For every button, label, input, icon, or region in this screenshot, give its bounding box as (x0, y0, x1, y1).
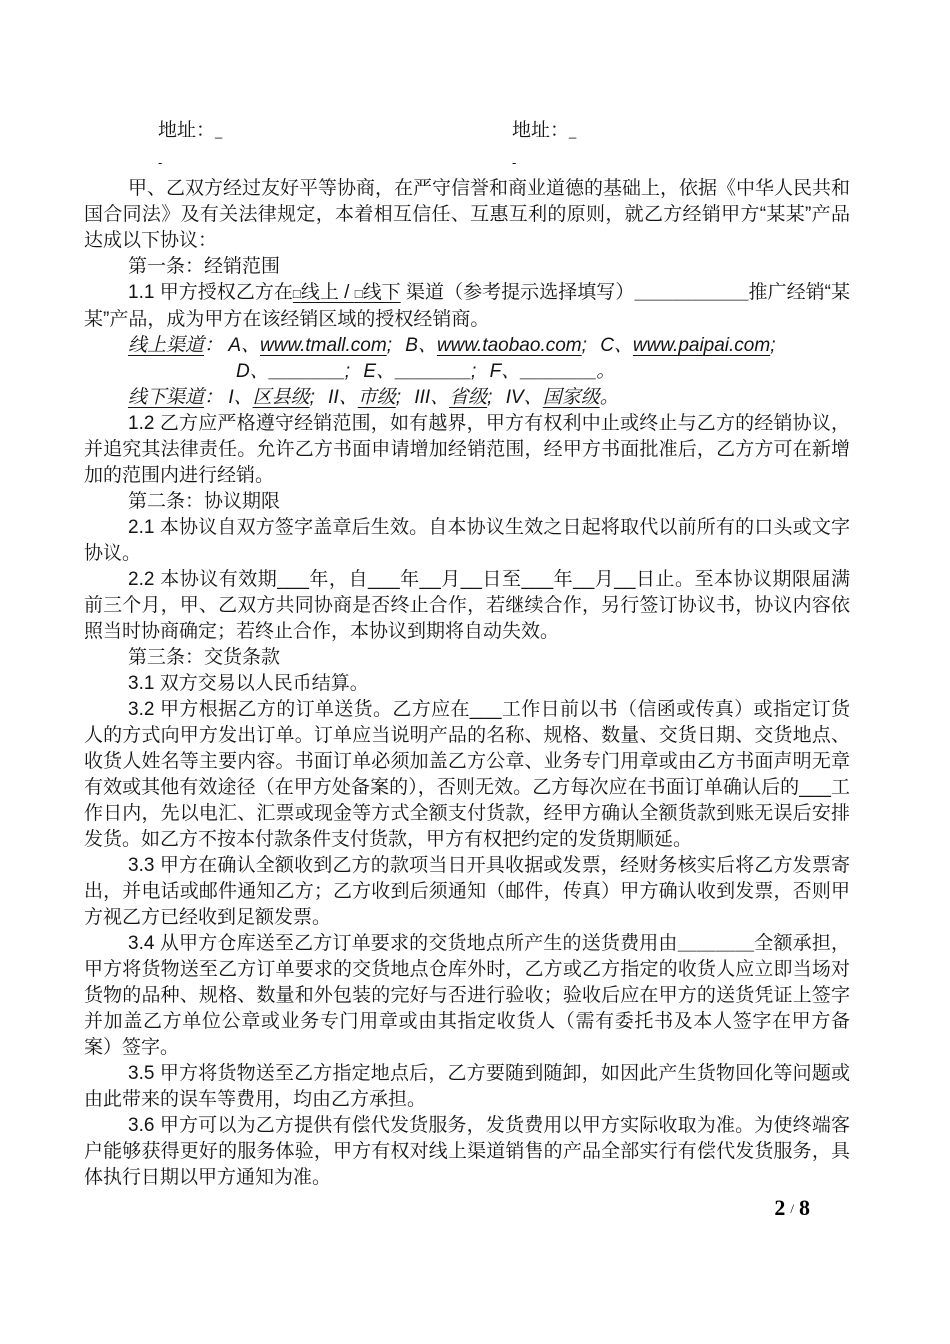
preamble-paragraph: 甲、乙双方经过友好平等协商，在严守信誉和商业道德的基础上，依据《中华人民共和国合同法》及有关法律规定，本着相互信任、互惠互利的原则，就乙方经销甲方“某某”产品达成以下协议： (84, 178, 851, 251)
checkbox-offline-icon: □ (354, 286, 363, 301)
online-channel-item: A、www.tmall.com; (228, 335, 392, 356)
option-online-label: 线上 (300, 282, 339, 303)
page-number-total: 8 (799, 1195, 810, 1220)
address-blank-left: _ (215, 124, 223, 139)
clause-1-1-prefix: 1.1 甲方授权乙方在 (128, 282, 293, 303)
address-cont-left: - (158, 155, 163, 170)
clause-3-5: 3.5 甲方将货物送至乙方指定地点后，乙方要随到随卸，如因此产生货物回化等问题或由此带来的误车等费用，均由乙方承担。 (84, 1063, 850, 1110)
online-channels-label: 线上渠道 (128, 335, 205, 356)
checkbox-online-icon: □ (292, 286, 301, 301)
clause-3-1: 3.1 双方交易以人民币结算。 (128, 673, 369, 694)
address-label-left: 地址： (158, 120, 216, 141)
channel-blank: ＿＿＿＿ (268, 361, 345, 382)
offline-channel-item: III、省级; (414, 387, 493, 408)
clause-3-6: 3.6 甲方可以为乙方提供有偿代发货服务，发货费用以甲方实际收取为准。为使终端客户能够获得更好的服务体验，甲方有权对线上渠道销售的产品全部实行有偿代发货服务，具体执行日期以甲方通知为准。 (84, 1115, 850, 1188)
address-cont-right: - (512, 155, 517, 170)
offline-channel-item: IV、国家级。 (505, 387, 619, 408)
page-number (84, 1195, 850, 1222)
channel-tier: 市级 (357, 387, 396, 408)
online-channel-item: B、www.taobao.com; (405, 335, 587, 356)
online-channel-blank-item: E、＿＿＿＿; (363, 361, 477, 382)
channel-tier: 省级 (449, 387, 488, 408)
section-3-heading: 第三条：交货条款 (128, 647, 281, 668)
document-body (84, 118, 850, 1222)
section-2-heading: 第二条：协议期限 (128, 491, 281, 512)
channel-blank: ＿＿＿＿ (520, 361, 597, 382)
online-channels-extra-line (84, 359, 850, 385)
offline-channels-line (84, 385, 850, 411)
clause-3-3: 3.3 甲方在确认全额收到乙方的款项当日开具收据或发票，经财务核实后将乙方发票寄出，并电话或邮件通知乙方；乙方收到后须通知（邮件，传真）甲方确认收到发票，否则甲方视乙方已经收到足额发票。 (84, 855, 850, 928)
offline-channel-item: II、市级; (328, 387, 402, 408)
address-blank-right: _ (569, 124, 577, 139)
channel-blank: ＿＿＿＿ (395, 361, 472, 382)
offline-channels-label: 线下渠道 (128, 387, 205, 408)
clause-2-1: 2.1 本协议自双方签字盖章后生效。自本协议生效之日起将取代以前所有的口头或文字协议。 (84, 517, 850, 564)
address-row (84, 118, 850, 144)
options-slash: / (338, 282, 355, 303)
channel-url: www.tmall.com (260, 335, 387, 356)
page-number-separator: / (790, 1201, 794, 1216)
clause-3-4: 3.4 从甲方仓库送至乙方订单要求的交货地点所产生的送货费用由＿＿＿＿全额承担，甲方将货物送至乙方订单要求的交货地点仓库外时，乙方或乙方指定的收货人应立即当场对货物的品种、规格、数量和外包装的完好与否进行验收；验收后应在甲方的送货凭证上签字并加盖乙方单位公章或业务专门用章或由其指定收货人（需有委托书及本人签字在甲方备案）签字。 (84, 933, 850, 1058)
online-channels-line (84, 333, 850, 359)
address-continuation-row (84, 150, 850, 176)
offline-channel-item: I、区县级; (228, 387, 315, 408)
online-channel-blank-item: F、＿＿＿＿。 (489, 361, 616, 382)
clause-1-2: 1.2 乙方应严格遵守经销范围，如有越界，甲方有权利中止或终止与乙方的经销协议，并追究其法律责任。允许乙方书面申请增加经销范围，经甲方书面批准后，乙方方可在新增加的范围内进行经销。 (84, 413, 850, 486)
online-channel-item: C、www.paipai.com; (600, 335, 776, 356)
online-channels-colon: ： (204, 335, 224, 356)
address-label-right: 地址： (512, 120, 570, 141)
offline-channels-colon: ： (204, 387, 224, 408)
section-1-heading: 第一条：经销范围 (128, 256, 281, 277)
clause-2-2: 2.2 本协议有效期___年，自___年__月__日至___年__月__日止。至本协议期限届满前三个月，甲、乙双方共同协商是否终止合作，若继续合作，另行签订协议书，协议内容依照当时协商确定；若终止合作，本协议到期将自动失效。 (84, 569, 850, 642)
option-offline-label: 线下 (362, 282, 401, 303)
address-field-right (512, 118, 576, 145)
channel-url: www.paipai.com (632, 335, 771, 356)
page-number-current: 2 (774, 1195, 786, 1220)
clause-1-1-blank: ＿＿＿＿＿＿ (634, 282, 749, 303)
clause-1-1 (84, 280, 850, 333)
online-channel-blank-item: D、＿＿＿＿; (236, 361, 351, 382)
channel-tier: 国家级 (542, 387, 600, 408)
channel-tier: 区县级 (252, 387, 310, 408)
clause-1-1-mid: 渠道（参考提示选择填写） (400, 282, 635, 303)
clause-1-1-suffix: 推广经销“某某”产品，成为甲方在该经销区域的授权经销商。 (84, 282, 850, 330)
channel-url: www.taobao.com (436, 335, 582, 356)
address-field-left (158, 118, 222, 145)
channel-options-group (293, 282, 401, 303)
clause-3-2: 3.2 甲方根据乙方的订单送货。乙方应在___工作日前以书（信函或传真）或指定订货人的方式向甲方发出订单。订单应当说明产品的名称、规格、数量、交货日期、交货地点、收货人姓名等主要内容。书面订单必须加盖乙方公章、业务专门用章或由乙方书面声明无章有效或其他有效途径（在甲方处备案的），否则无效。乙方每次应在书面订单确认后的___工作日内，先以电汇、汇票或现金等方式全额支付货款，经甲方确认全额货款到账无误后安排发货。如乙方不按本付款条件支付货款，甲方有权把约定的发货期顺延。 (84, 699, 850, 850)
